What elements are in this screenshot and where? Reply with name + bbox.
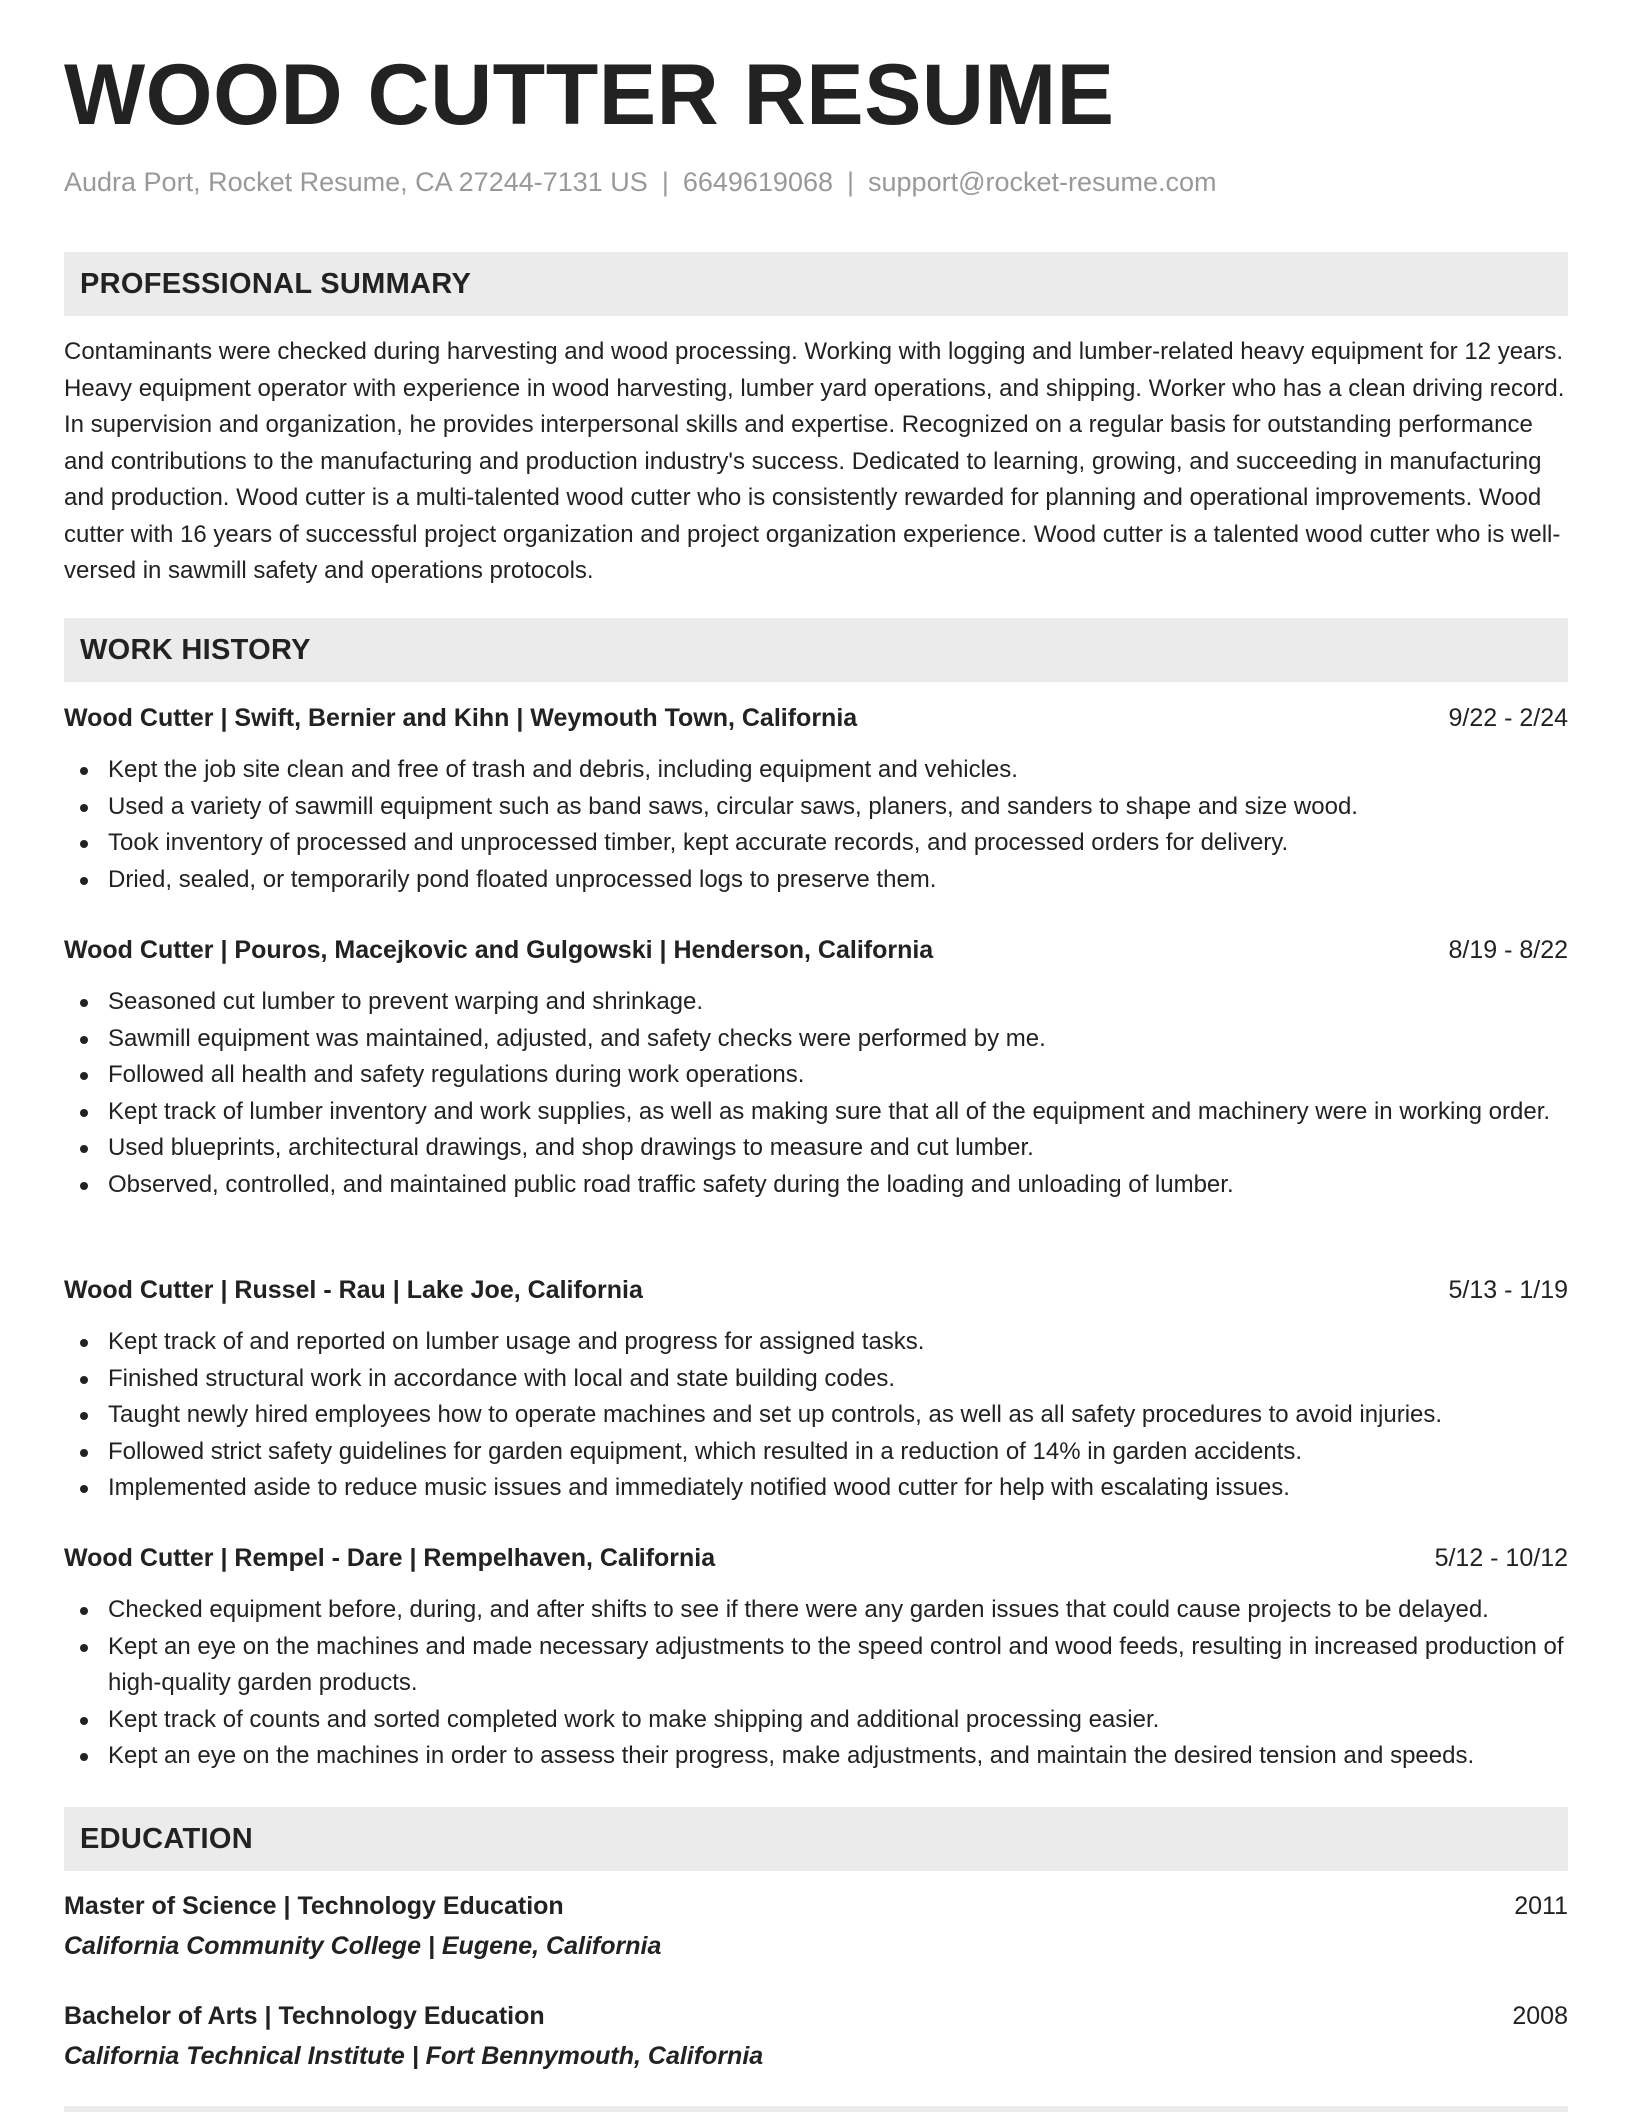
- job-bullet: Finished structural work in accordance with local and state building codes.: [64, 1361, 1568, 1398]
- job-dates: 9/22 - 2/24: [1448, 704, 1568, 732]
- education-heading: EDUCATION: [80, 1822, 253, 1855]
- contact-email: support@rocket-resume.com: [868, 167, 1217, 197]
- job-bullet: Used blueprints, architectural drawings, and shop drawings to measure and cut lumber.: [64, 1130, 1568, 1167]
- job-header: [64, 1540, 1568, 1576]
- education-entry: [64, 1888, 1568, 1966]
- job-bullet: Kept track of and reported on lumber usage and progress for assigned tasks.: [64, 1324, 1568, 1361]
- education-entry: [64, 1998, 1568, 2076]
- job-bullets: [64, 1592, 1568, 1775]
- job-title: Wood Cutter | Pouros, Macejkovic and Gulgowski | Henderson, California: [64, 936, 934, 964]
- education-header: [64, 1888, 1568, 1924]
- job-title: Wood Cutter | Rempel - Dare | Rempelhaven, California: [64, 1544, 716, 1572]
- contact-phone: 6649619068: [682, 167, 833, 197]
- job-bullet: Checked equipment before, during, and after shifts to see if there were any garden issues that could cause projects to be delayed.: [64, 1592, 1568, 1629]
- education-degree: Bachelor of Arts | Technology Education: [64, 2002, 545, 2030]
- contact-address: Audra Port, Rocket Resume, CA 27244-7131 US: [64, 167, 648, 197]
- education-school: California Technical Institute | Fort Bennymouth, California: [64, 2042, 764, 2070]
- education-year: 2011: [1514, 1892, 1568, 1920]
- contact-separator: |: [661, 167, 669, 197]
- job-dates: 5/12 - 10/12: [1434, 1544, 1568, 1572]
- job-dates: 8/19 - 8/22: [1448, 936, 1568, 964]
- job-bullet: Kept track of counts and sorted completed work to make shipping and additional processing easier.: [64, 1702, 1568, 1739]
- job-bullet: Took inventory of processed and unprocessed timber, kept accurate records, and processed orders for delivery.: [64, 825, 1568, 862]
- job-bullet: Dried, sealed, or temporarily pond floated unprocessed logs to preserve them.: [64, 862, 1568, 899]
- job-bullets: [64, 1324, 1568, 1507]
- job-entry: [64, 700, 1568, 898]
- summary-text: Contaminants were checked during harvesting and wood processing. Working with logging and lumber-related heavy equipment for 12 years. Heavy equipment operator with experience in wood harvesting, lumber yard operations, and shipping. Worker who has a clean driving record. In supervision and organization, he provides interpersonal skills and expertise. Recognized on a regular basis for outstanding performance and contributions to the manufacturing and production industry's success. Dedicated to learning, growing, and succeeding in manufacturing and production. Wood cutter is a multi-talented wood cutter who is consistently rewarded for planning and operational improvements. Wood cutter with 16 years of successful project organization and project organization experience. Wood cutter is a talented wood cutter who is well-versed in sawmill safety and operations protocols.: [64, 338, 1565, 584]
- job-entry: [64, 932, 1568, 1203]
- job-bullets: [64, 752, 1568, 898]
- job-bullet: Followed all health and safety regulations during work operations.: [64, 1057, 1568, 1094]
- education-school: California Community College | Eugene, California: [64, 1932, 662, 1960]
- job-bullet: Seasoned cut lumber to prevent warping and shrinkage.: [64, 984, 1568, 1021]
- education-section-header: [64, 1807, 1568, 1871]
- section-divider: [64, 2106, 1568, 2112]
- job-bullet: Kept an eye on the machines and made necessary adjustments to the speed control and wood feeds, resulting in increased production of high-quality garden products.: [64, 1629, 1568, 1702]
- job-bullet: Used a variety of sawmill equipment such as band saws, circular saws, planers, and sanders to shape and size wood.: [64, 789, 1568, 826]
- education-year: 2008: [1512, 2002, 1568, 2030]
- job-bullet: Kept the job site clean and free of trash and debris, including equipment and vehicles.: [64, 752, 1568, 789]
- summary-heading: PROFESSIONAL SUMMARY: [80, 267, 472, 300]
- job-bullets: [64, 984, 1568, 1203]
- job-bullet: Followed strict safety guidelines for garden equipment, which resulted in a reduction of 14% in garden accidents.: [64, 1434, 1568, 1471]
- job-title: Wood Cutter | Swift, Bernier and Kihn | Weymouth Town, California: [64, 704, 858, 732]
- job-bullet: Implemented aside to reduce music issues and immediately notified wood cutter for help with escalating issues.: [64, 1470, 1568, 1507]
- education-header: [64, 1998, 1568, 2034]
- job-entry: [64, 1540, 1568, 1775]
- contact-line: [64, 166, 1217, 198]
- job-header: [64, 932, 1568, 968]
- contact-separator: |: [847, 167, 855, 197]
- job-title: Wood Cutter | Russel - Rau | Lake Joe, California: [64, 1276, 643, 1304]
- job-header: [64, 1272, 1568, 1308]
- summary-section-header: [64, 252, 1568, 316]
- resume-title: WOOD CUTTER RESUME: [64, 47, 1115, 143]
- job-entry: [64, 1272, 1568, 1507]
- job-dates: 5/13 - 1/19: [1448, 1276, 1568, 1304]
- work-heading: WORK HISTORY: [80, 633, 311, 666]
- job-bullet: Observed, controlled, and maintained public road traffic safety during the loading and unloading of lumber.: [64, 1167, 1568, 1204]
- job-bullet: Taught newly hired employees how to operate machines and set up controls, as well as all safety procedures to avoid injuries.: [64, 1397, 1568, 1434]
- job-bullet: Sawmill equipment was maintained, adjusted, and safety checks were performed by me.: [64, 1021, 1568, 1058]
- job-bullet: Kept track of lumber inventory and work supplies, as well as making sure that all of the equipment and machinery were in working order.: [64, 1094, 1568, 1131]
- job-header: [64, 700, 1568, 736]
- education-degree: Master of Science | Technology Education: [64, 1892, 564, 1920]
- job-bullet: Kept an eye on the machines in order to assess their progress, make adjustments, and maintain the desired tension and speeds.: [64, 1738, 1568, 1775]
- work-section-header: [64, 618, 1568, 682]
